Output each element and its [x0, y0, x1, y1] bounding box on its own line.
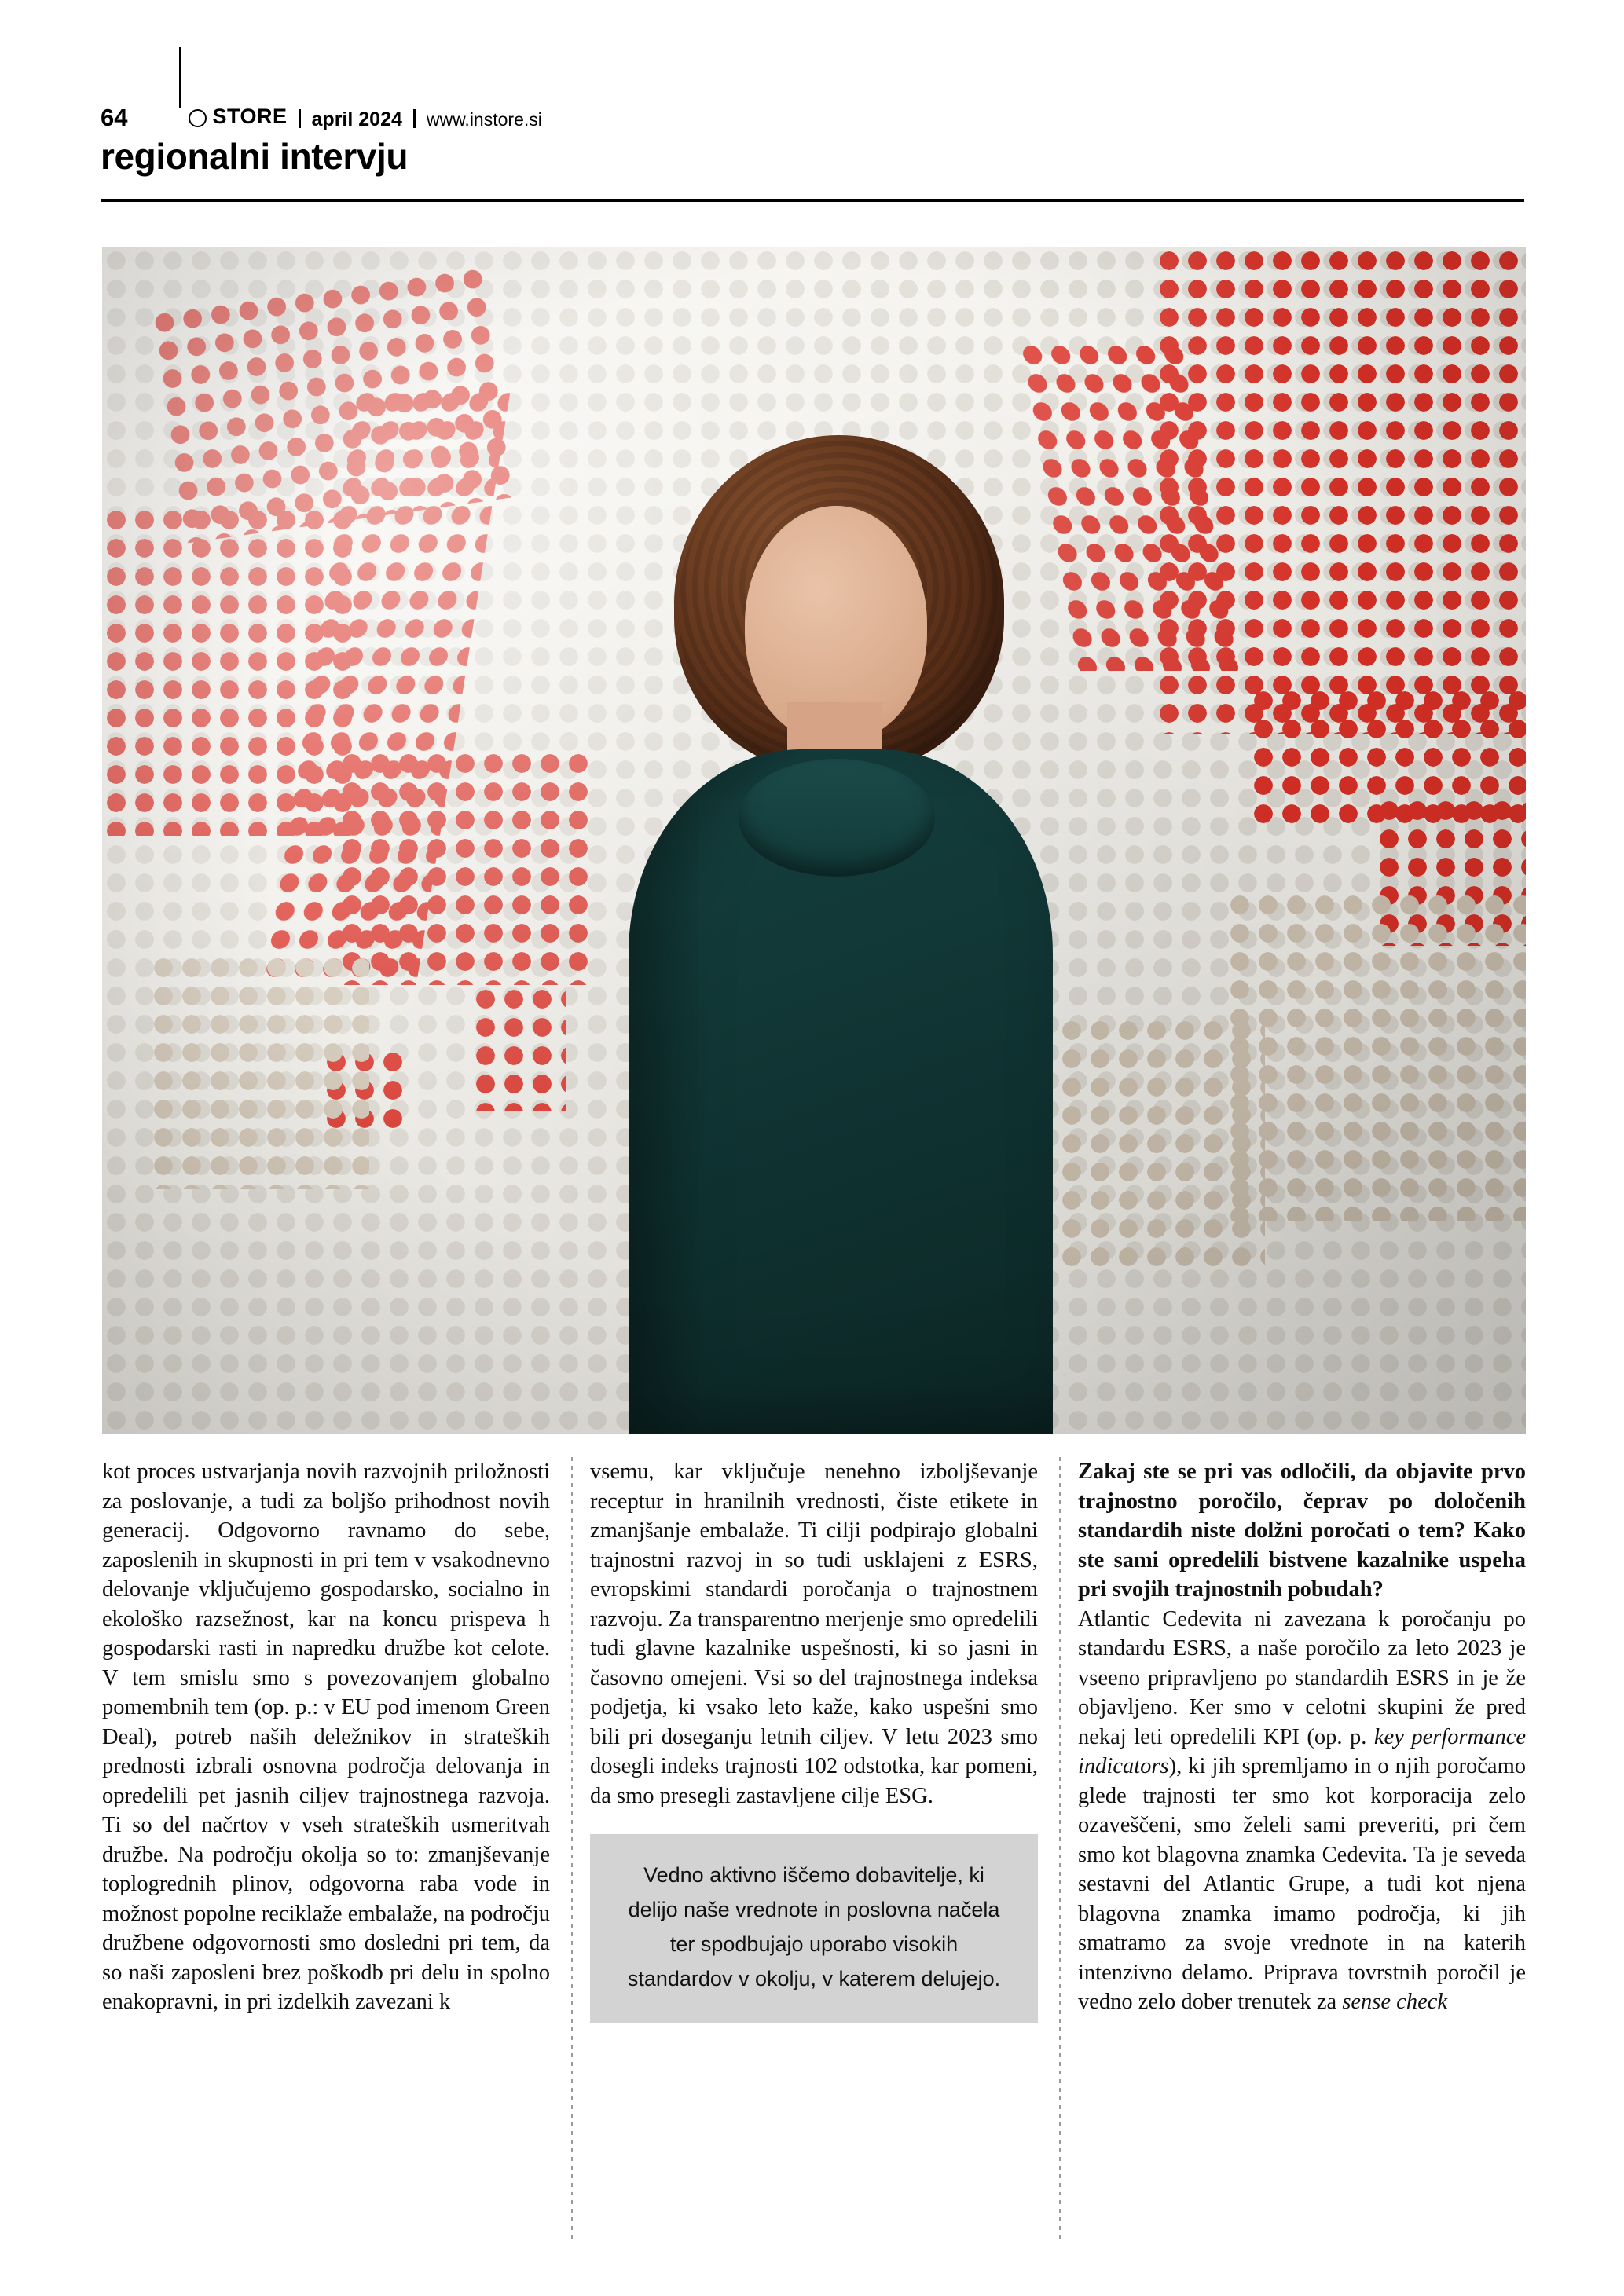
column-divider — [571, 1457, 573, 2243]
article-photo — [102, 247, 1526, 1434]
copyright-circle-icon — [189, 109, 207, 127]
interview-answer — [1078, 1605, 1526, 2017]
page-number: 64 — [101, 104, 128, 131]
photo-canvas — [102, 247, 1526, 1434]
photo-vignette — [102, 247, 1526, 1434]
answer-part-a: Atlantic Cedevita ni zavezana k poročanju po standardu ESRS, a naše poročilo za leto 2023 je vseeno pripravljeno po standardih ESRS in je že objavljeno. Ker smo v celotni skupini že pred nekaj leti opredelili KPI (op. p. — [1078, 1606, 1526, 1749]
answer-italic-term-2: sense check — [1342, 1990, 1448, 2014]
paragraph: vsemu, kar vključuje nenehno izboljševanje receptur in hranilnih vrednosti, čiste etikete in zmanjšanje embalaže. Ti cilji podpirajo globalni trajnostni razvoj in so tudi usklajeni z ESRS, evropskimi standardi poročanja o trajnostnem razvoju. Za transparentno merjenje smo opredelili tudi glavne kazalnike uspešnosti, ki so jasni in časovno omejeni. Vsi so del trajnostnega indeksa podjetja, ki vsako leto kaže, kako uspešni smo bili pri doseganju letnih ciljev. V letu 2023 smo dosegli indeks trajnosti 102 odstotka, kar pomeni, da smo presegli zastavljene cilje ESG. — [590, 1459, 1038, 1808]
website-url: www.instore.si — [426, 109, 542, 130]
article-body — [102, 1457, 1526, 2243]
interview-question: Zakaj ste se pri vas odločili, da objavite prvo trajnostno poročilo, čeprav po določenih standardih niste dolžni poročati o tem? Kako ste sami opredelili bistvene kazalnike uspeha pri svojih trajnostnih pobudah? — [1078, 1459, 1526, 1602]
answer-italic-term: key performance indicators — [1078, 1724, 1526, 1778]
header-rule — [101, 199, 1524, 202]
page-title: regionalni intervju — [101, 136, 409, 177]
brand-name: STORE — [212, 104, 288, 128]
paragraph: kot proces ustvarjanja novih razvojnih priložnosti za poslovanje, a tudi za boljšo prihodnost novih generacij. Odgovorno ravnamo do sebe, zaposlenih in skupnosti in pri tem v vsakodnevno delovanje vključujemo gospodarsko, socialno in ekološko razsežnost, kar na koncu prispeva h gospodarski rasti in napredku družbe kot celote. V tem smislu smo s povezovanjem globalno pomembnih tem (op. p.: v EU pod imenom Green Deal), potreb naših deležnikov in strateških prednosti izbrali osnovna področja delovanja in opredelili pet jasnih ciljev trajnostnega razvoja. Ti so del načrtov v vseh strateških usmeritvah družbe. Na področju okolja so to: zmanjševanje toplogrednih plinov, odgovorna raba vode in možnost popolne reciklaže embalaže, na področju družbene odgovornosti smo dosledni pri tem, da so naši zaposleni brez poškodb pri delu in spolno enakopravni, in pri izdelkih zavezani k — [102, 1459, 550, 2014]
divider — [413, 109, 416, 128]
issue-date: april 2024 — [311, 108, 402, 130]
divider — [299, 109, 301, 128]
column-3 — [1078, 1457, 1526, 2017]
pull-quote: Vedno aktivno iščemo dobavitelje, ki delijo naše vrednote in poslovna načela ter spodbujajo uporabo visokih standardov v okolju, v katerem delujejo. — [590, 1834, 1038, 2023]
column-divider — [1059, 1457, 1061, 2243]
masthead-vertical-rule — [179, 47, 181, 108]
masthead-line — [101, 104, 542, 132]
column-2 — [590, 1457, 1038, 2023]
masthead — [101, 47, 1524, 177]
answer-part-b: ), ki jih spremljamo in o njih poročamo glede trajnosti ter smo kot korporacija zelo ozaveščeni, smo želeli sami preveriti, pri čem smo kot blagovna znamka Cedevita. Ta je seveda sestavni del Atlantic Grupe, a tudi kot njena blagovna znamka imamo področja, ki jih smatramo za svoje vrednote in na katerih intenzivno delamo. Priprava tovrstnih poročil je vedno zelo dober trenutek za — [1078, 1754, 1526, 2014]
column-1 — [102, 1457, 550, 2017]
brand-logo — [189, 104, 287, 129]
